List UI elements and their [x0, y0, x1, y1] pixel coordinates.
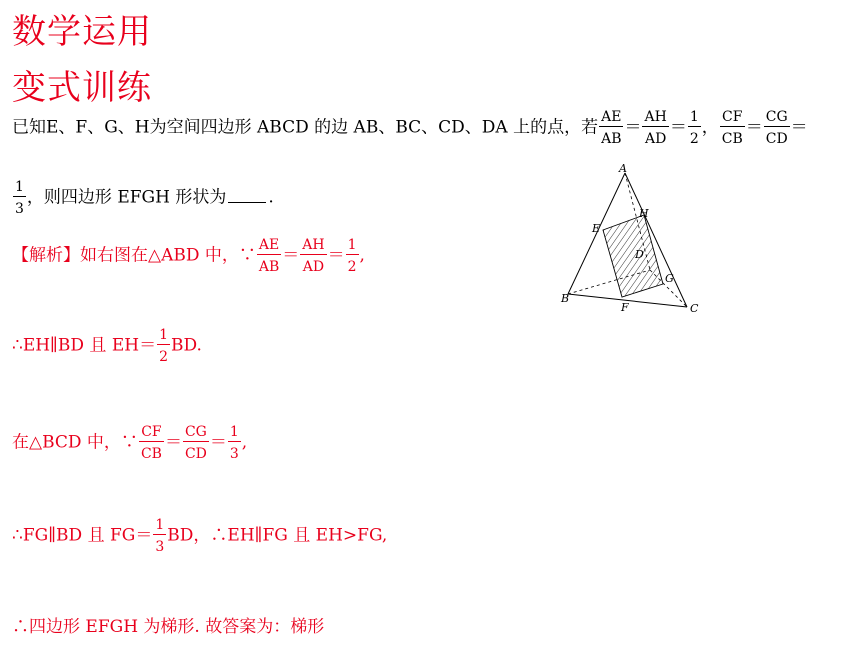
problem-line-1: 已知E、F、G、H为空间四边形 ABCD 的边 AB、BC、CD、DA 上的点，若 $\frac{AE}{AB}$ ＝ $\frac{AH}{AD}$ ＝ $\frac{1}{2}$ ， $\frac{CF}{CB}$ ＝ $\frac{CG}{CD}$ ＝ [12, 109, 808, 147]
answer-blank [228, 190, 266, 203]
problem-line-2: $\frac{1}{3}$ ，则四边形 EFGH 形状为 . [15, 179, 274, 217]
solution-line-5: ∴四边形 EFGH 为梯形. 故答案为：梯形 [12, 617, 325, 637]
solution-line-1: 【解析】如右图在△ABD 中，∵ $\frac{AE}{AB}$ ＝ $\frac{AH}{AD}$ ＝ $\frac{1}{2}$ , [12, 237, 365, 275]
section-title: 数学运用 [12, 12, 152, 52]
solution-label: 【解析】 [12, 245, 80, 266]
fraction-one-third: $\frac{1}{3}$ [15, 179, 24, 217]
fraction-ah-ad: $\frac{AH}{AD}$ [644, 109, 667, 147]
label-b: B [561, 292, 570, 305]
solution-line-2: ∴EH∥BD 且 EH＝ $\frac{1}{2}$ BD. [12, 327, 202, 365]
fraction-cg-cd: $\frac{CG}{CD}$ [765, 109, 788, 147]
fraction-cf-cb: $\frac{CF}{CB}$ [721, 109, 743, 147]
label-e: E [592, 222, 601, 235]
fraction-ae-ab: $\frac{AE}{AB}$ [601, 109, 622, 147]
label-f: F [621, 301, 629, 314]
problem-text-1: 已知E、F、G、H为空间四边形 ABCD 的边 AB、BC、CD、DA 上的点，若 [12, 117, 599, 138]
label-d: D [635, 248, 644, 261]
section-subtitle: 变式训练 [12, 68, 152, 108]
solution-line-3: 在△BCD 中，∵ $\frac{CF}{CB}$ ＝ $\frac{CG}{CD}$ ＝ $\frac{1}{3}$ , [12, 424, 248, 462]
section-efgh [603, 215, 663, 297]
tetrahedron-figure [555, 160, 715, 320]
label-c: C [690, 302, 699, 315]
problem-text-2: ，则四边形 EFGH 形状为 [26, 187, 227, 208]
fraction-one-half: $\frac{1}{2}$ [689, 109, 699, 147]
solution-line-4: ∴FG∥BD 且 FG＝ $\frac{1}{3}$ BD，∴EH∥FG 且 EH>FG, [12, 517, 388, 555]
label-a: A [619, 162, 627, 175]
label-h: H [639, 207, 649, 220]
label-g: G [665, 272, 674, 285]
